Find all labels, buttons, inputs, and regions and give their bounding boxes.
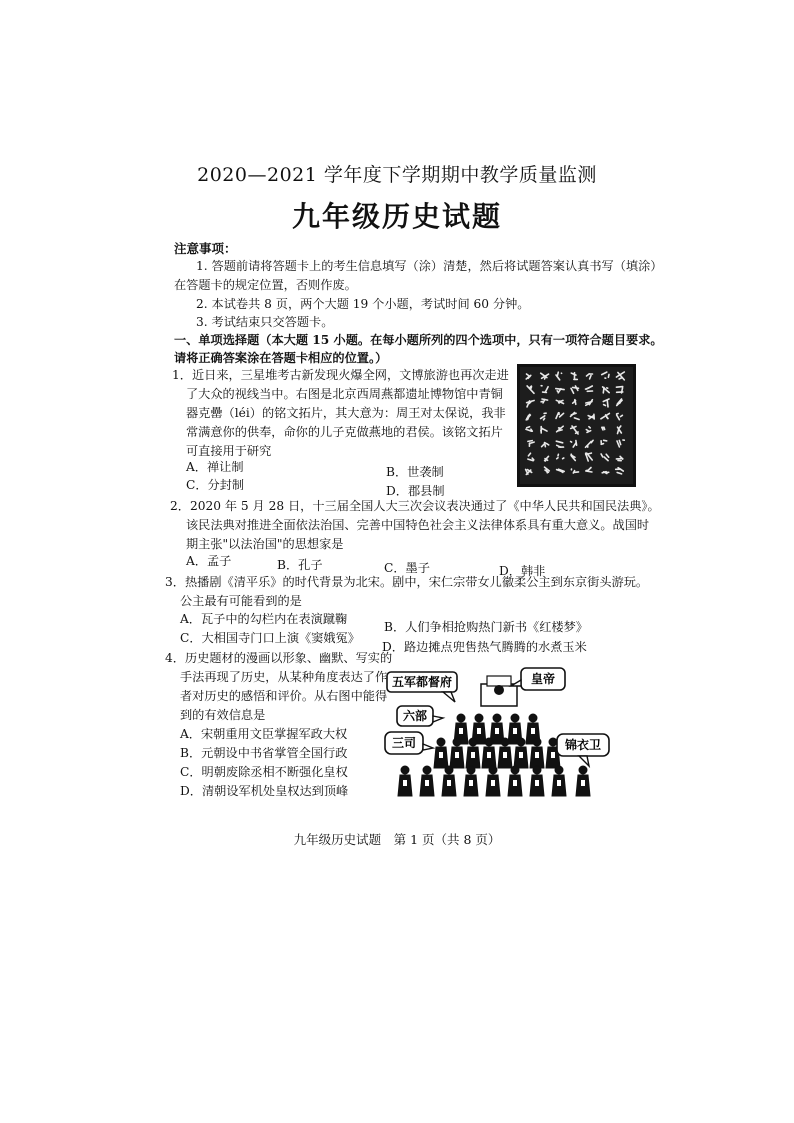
label-six-ministries: 六部 — [402, 709, 428, 723]
label-six-ministries-bubble — [397, 706, 443, 726]
official-figure-badge — [455, 752, 459, 758]
official-figure-head — [467, 766, 475, 774]
question-1-line: 常满意你的供奉，命你的儿子克做燕地的君侯。该铭文拓片 — [186, 425, 503, 439]
official-figure-badge — [503, 752, 507, 758]
official-figure-badge — [447, 780, 451, 786]
notice-item: 在答题卡的规定位置，否则作废。 — [174, 278, 357, 292]
official-figure-head — [493, 714, 501, 722]
inscription-stroke — [527, 427, 530, 428]
q2-option-b: B．孔子 — [277, 558, 323, 572]
inscription-stroke — [586, 471, 592, 472]
official-figure-head — [549, 738, 557, 746]
official-figure-badge — [403, 780, 407, 786]
inscription-stroke — [601, 444, 603, 445]
question-1-line: 器克罍（léi）的铭文拓片，其大意为：周王对太保说，我非 — [186, 406, 506, 420]
official-figure-head — [511, 714, 519, 722]
q2-option-c: C．墨子 — [384, 561, 430, 575]
official-figure-head — [501, 738, 509, 746]
q3-option-b: B．人们争相抢购热门新书《红楼梦》 — [384, 620, 588, 634]
official-figure-head — [485, 738, 493, 746]
inscription-stroke — [602, 427, 603, 430]
label-emperor-bubble — [511, 668, 565, 690]
inscription-stroke — [607, 401, 608, 407]
inscription-stroke — [563, 458, 564, 459]
inscription-stroke — [528, 441, 532, 442]
official-figure-head — [489, 766, 497, 774]
inscription-stroke — [604, 405, 606, 406]
official-figure-head — [437, 738, 445, 746]
inscription-stroke — [559, 401, 560, 403]
official-figure-head — [529, 714, 537, 722]
question-1-line: 了大众的视线当中。右图是北京西周燕都遗址博物馆中青铜 — [186, 387, 503, 401]
official-figure-badge — [581, 780, 585, 786]
inscription-stroke — [607, 417, 608, 418]
question-4-line: 到的有效信息是 — [180, 708, 266, 722]
q2-option-a: A．孟子 — [186, 554, 232, 568]
inscription-stroke — [589, 427, 590, 428]
official-figure-head — [511, 766, 519, 774]
official-figure-badge — [439, 752, 443, 758]
question-1-line: 可直接用于研究 — [186, 444, 272, 458]
q4-option-a: A．宋朝重用文臣掌握军政大权 — [180, 727, 348, 741]
label-three-offices-bubble — [385, 732, 433, 754]
q1-option-c: C．分封制 — [186, 478, 245, 492]
q3-option-a: A．瓦子中的勾栏内在表演蹴鞠 — [180, 612, 348, 626]
inscription-stroke — [545, 460, 546, 461]
official-figure-badge — [469, 780, 473, 786]
official-figure-badge — [519, 752, 523, 758]
notice-item: 1. 答题前请将答题卡上的考生信息填写（涂）清楚，然后将试题答案认真书写（填涂） — [196, 259, 663, 273]
question-2-line: 该民法典对推进全面依法治国、完善中国特色社会主义法律体系具有重大意义。战国时 — [186, 518, 650, 532]
question-3-line: 3．热播剧《清平乐》的时代背景为北宋。剧中，宋仁宗带女儿徽柔公主到东京街头游玩。 — [165, 575, 649, 589]
q1-option-b: B．世袭制 — [386, 465, 444, 479]
inscription-stroke — [544, 418, 545, 420]
inscription-stroke — [557, 372, 558, 376]
official-figure-head — [579, 766, 587, 774]
official-figure-badge — [557, 780, 561, 786]
official-figure-head — [445, 766, 453, 774]
notice-item: 2. 本试卷共 8 页，两个大题 19 个小题，考试时间 60 分钟。 — [196, 297, 530, 311]
inscription-stroke — [603, 388, 604, 393]
q2-option-d: D．韩非 — [499, 564, 546, 578]
official-figure-badge — [535, 780, 539, 786]
section-heading: 一、单项选择题（本大题 15 小题。在每小题所列的四个选项中，只有一项符合题目要求。 — [174, 333, 663, 347]
q1-option-a: A．禅让制 — [186, 460, 244, 474]
inscription-stroke — [557, 458, 558, 459]
official-figure-head — [517, 738, 525, 746]
official-figure-head — [475, 714, 483, 722]
inscription-stroke — [558, 430, 563, 431]
official-figure-head — [469, 738, 477, 746]
inscription-stroke — [604, 440, 607, 441]
ming-bureaucracy-cartoon — [383, 662, 623, 812]
official-figure-head — [423, 766, 431, 774]
official-figure-badge — [535, 752, 539, 758]
exam-title: 九年级历史试题 — [291, 200, 502, 233]
label-three-offices: 三司 — [391, 736, 417, 750]
inscription-stroke — [621, 415, 623, 416]
question-4-line: 4．历史题材的漫画以形象、幽默、写实的 — [165, 651, 393, 665]
official-figure-badge — [471, 752, 475, 758]
notice-item: 3. 考试结束只交答题卡。 — [196, 315, 334, 329]
q4-option-c: C．明朝废除丞相不断强化皇权 — [180, 765, 348, 779]
official-figure-badge — [495, 728, 499, 734]
page-footer: 九年级历史试题 第 1 页（共 8 页） — [293, 832, 501, 847]
inscription-stroke — [571, 442, 572, 443]
official-figure-badge — [551, 752, 555, 758]
section-heading: 请将正确答案涂在答题卡相应的位置。） — [174, 351, 388, 365]
inscription-stroke — [608, 374, 609, 377]
inscription-stroke — [616, 387, 622, 388]
official-figure-head — [555, 766, 563, 774]
label-jinyiwei-bubble — [557, 734, 609, 766]
question-2-line: 期主张"以法治国"的思想家是 — [186, 537, 344, 551]
bronze-inscription-rubbing-image — [517, 364, 636, 487]
label-five-army: 五军都督府 — [391, 675, 453, 689]
label-five-army-bubble — [387, 672, 457, 702]
q4-option-b: B．元朝设中书省掌管全国行政 — [180, 746, 348, 760]
inscription-stroke — [542, 399, 548, 400]
official-figure-badge — [513, 728, 517, 734]
official-figure-badge — [459, 728, 463, 734]
notice-heading: 注意事项： — [174, 241, 237, 256]
official-figure-badge — [477, 728, 481, 734]
official-figure-head — [457, 714, 465, 722]
exam-subtitle: 2020—2021 学年度下学期期中教学质量监测 — [197, 164, 597, 186]
question-1-line: 1．近日来，三星堆考古新发现火爆全网，文博旅游也再次走进 — [172, 368, 509, 382]
inscription-stroke — [576, 441, 577, 446]
official-figure-head — [533, 738, 541, 746]
official-figure-badge — [531, 728, 535, 734]
question-2-line: 2．2020 年 5 月 28 日，十三届全国人大三次会议表决通过了《中华人民共和国民法典》。 — [170, 499, 660, 513]
q3-option-c: C．大相国寺门口上演《窦娥冤》 — [180, 631, 360, 645]
inscription-stroke — [575, 400, 576, 405]
official-figure-head — [401, 766, 409, 774]
q1-option-d: D．郡县制 — [386, 484, 445, 498]
official-figure-badge — [425, 780, 429, 786]
official-figure-badge — [487, 752, 491, 758]
label-jinyiwei: 锦衣卫 — [564, 738, 602, 752]
question-3-line: 公主最有可能看到的是 — [180, 594, 302, 608]
question-4-line: 手法再现了历史，从某种角度表达了作 — [180, 670, 388, 684]
q4-option-d: D．清朝设军机处皇权达到顶峰 — [180, 784, 349, 798]
official-figure-head — [453, 738, 461, 746]
official-figure-badge — [491, 780, 495, 786]
official-figure-head — [533, 766, 541, 774]
q3-option-d: D．路边摊点兜售热气腾腾的水煮玉米 — [382, 640, 587, 654]
inscription-stroke — [574, 472, 579, 473]
question-4-line: 者对历史的感悟和评价。从右图中能得 — [180, 689, 388, 703]
inscription-stroke — [571, 454, 572, 455]
label-emperor: 皇帝 — [530, 672, 556, 686]
official-figure-badge — [513, 780, 517, 786]
